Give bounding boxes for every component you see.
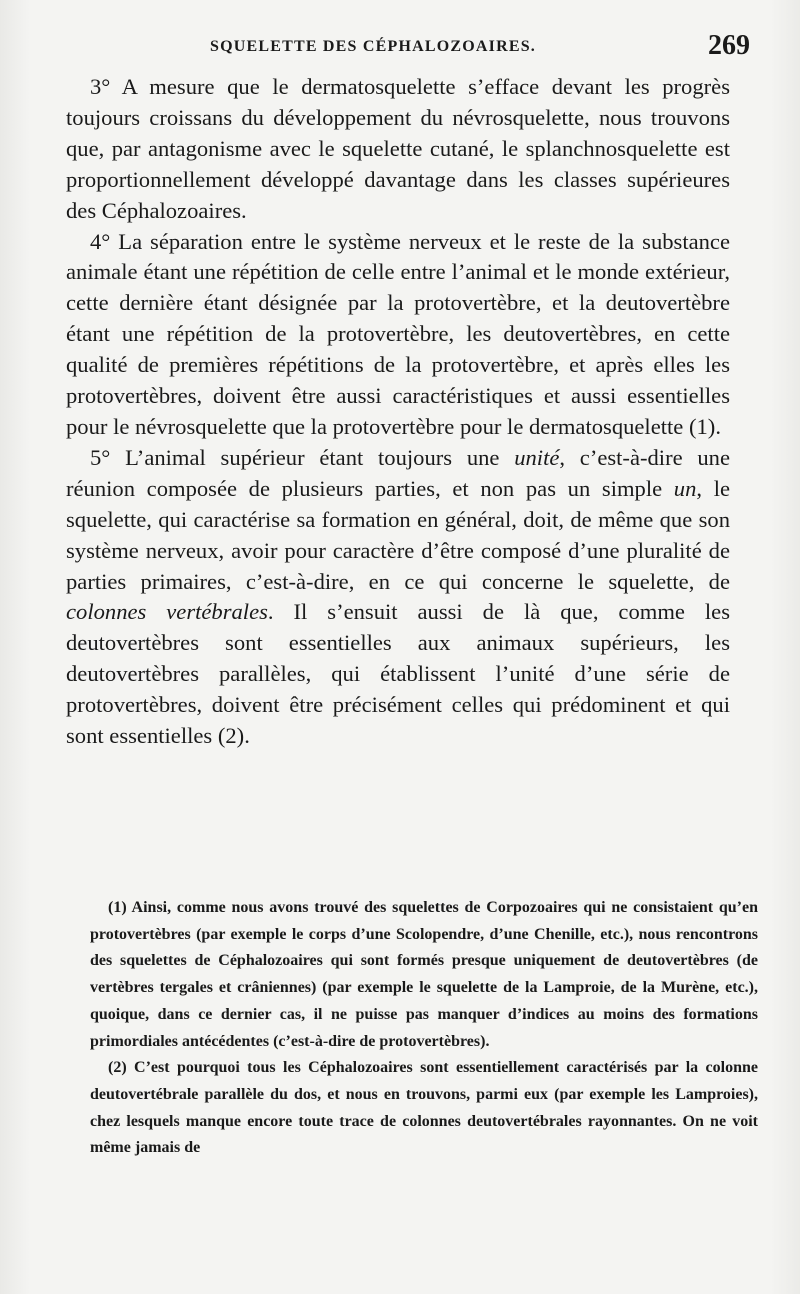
paragraph-5-part-2: , c’est-à-dire une réunion composée de plusieurs parties, et non pas un simple	[66, 444, 731, 501]
paragraph-4: 4° La séparation entre le système nerveux et le reste de la substance animale étant une répétition de celle entre l’animal et le monde extérieur, cette dernière étant désignée par la protovertèbre, et la deutovertèbre étant une répétition de la protovertèbre, les deutovertèbres, en cette qualité de premières répétitions de la protovertèbre, et après elles les protovertèbres, doivent être aussi caractéristiques et aussi essentielles pour le névrosquelette que la protovertèbre pour le dermatosquelette (1).	[66, 228, 730, 439]
page-number: 269	[708, 30, 750, 61]
footnote-1: (1) Ainsi, comme nous avons trouvé des squelettes de Corpozoaires qui ne consistaient qu’en protovertèbres (par exemple le corps d’une Scolopendre, d’une Chenille, etc.), nous rencontrons des squelettes de Céphalozoaires qui sont formés presque uniquement de deutovertèbres (de vertèbres tergales et crâniennes) (par exemple le squelette de la Lamproie, de la Murène, etc.), quoique, dans ce dernier cas, il ne puisse pas manquer d’indices au moins des formations primordiales antécédentes (c’est-à-dire de protovertèbres).	[90, 899, 758, 1050]
italic-colonnes-vertebrales: colonnes vertébrales	[66, 599, 268, 625]
footnotes	[90, 895, 758, 1162]
paragraph-5-part-1: 5° L’animal supérieur étant toujours une	[90, 444, 515, 470]
paragraph-5	[66, 443, 730, 752]
main-text	[66, 72, 730, 752]
italic-un: un	[673, 475, 697, 501]
paragraph-5-part-4: . Il s’ensuit aussi de là que, comme les deutovertèbres sont essentielles aux animaux supérieurs, les deutovertèbres parallèles, qui établissent l’unité d’une série de protovertèbres, doivent être précisément celles qui prédominent et qui sont essentielles (2).	[66, 599, 730, 749]
running-head: SQUELETTE DES CÉPHALOZOAIRES.	[210, 38, 536, 55]
footnote-2: (2) C’est pourquoi tous les Céphalozoaires sont essentiellement caractérisés par la colonne deutovertébrale parallèle du dos, et nous en trouvons, parmi eux (par exemple les Lamproies), chez lesquels manque encore toute trace de colonnes deutovertébrales rayonnantes. On ne voit même jamais de	[90, 1059, 758, 1157]
paragraph-5-part-3: , le squelette, qui caractérise sa formation en général, doit, de même que son système nerveux, avoir pour caractère d’être composé d’une pluralité de parties primaires, c’est-à-dire, en ce qui concerne le squelette, de	[66, 475, 730, 594]
page-header	[60, 30, 750, 70]
italic-unite: unité	[514, 444, 560, 470]
paragraph-3: 3° A mesure que le dermatosquelette s’efface devant les progrès toujours croissans du développement du névrosquelette, nous trouvons que, par antagonisme avec le squelette cutané, le splanchnosquelette est proportionnellement développé davantage dans les classes supérieures des Céphalozoaires.	[66, 74, 730, 223]
